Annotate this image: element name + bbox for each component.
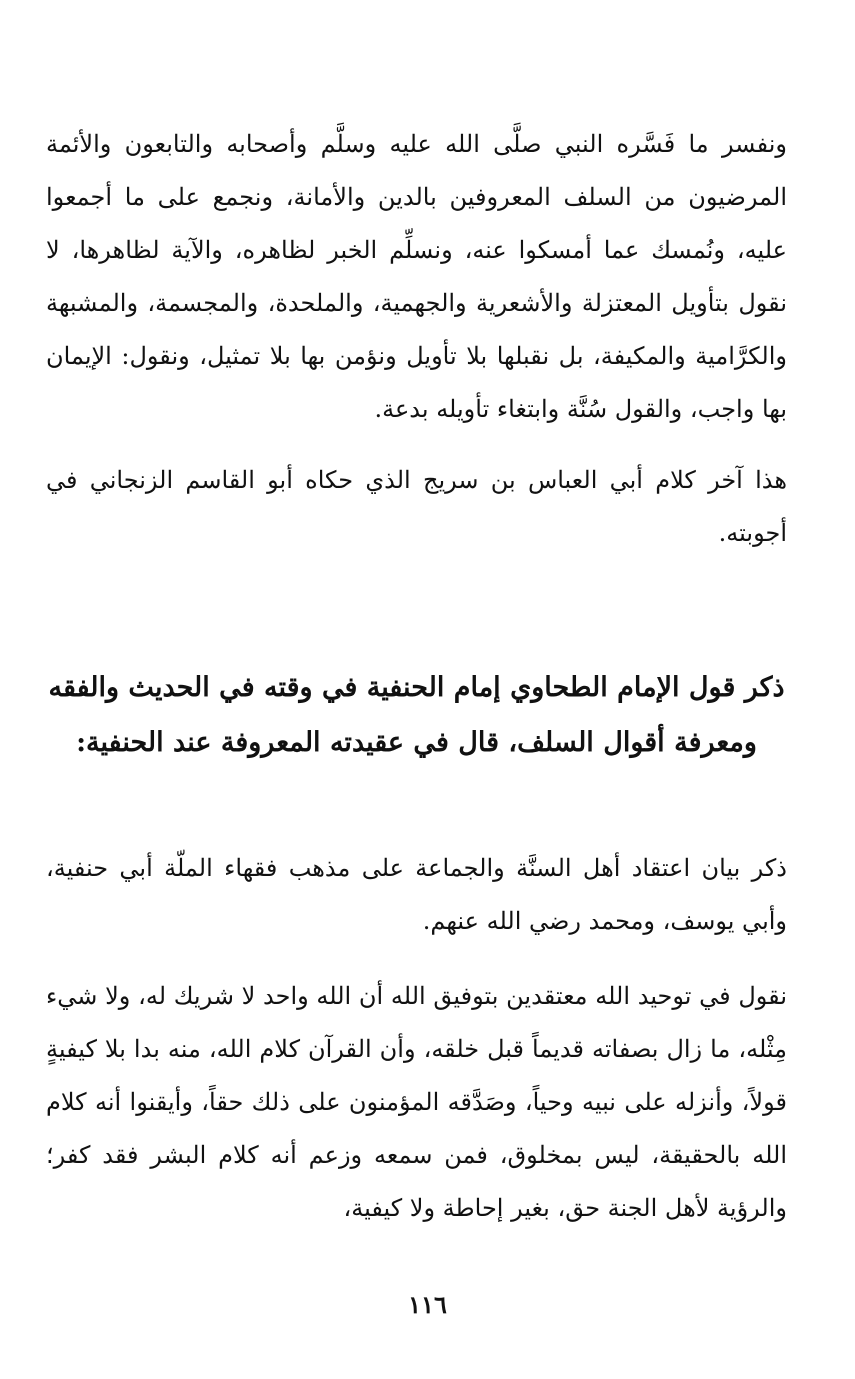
paragraph-1: ونفسر ما فَسَّره النبي صلَّى الله عليه وسلَّم وأصحابه والتابعون والأئمة المرضيون من السلف المعروفين بالدين والأمانة، ونجمع على ما أجمعوا عليه، ونُمسك عما أمسكوا عنه، ونسلِّم الخبر لظاهره، والآية لظاهرها، لا نقول بتأويل المعتزلة والأشعرية والجهمية، والملحدة، والمجسمة، والمشبهة والكرَّامية والمكيفة، بل نقبلها بلا تأويل ونؤمن بها بلا تمثيل، ونقول: الإيمان بها واجب، والقول سُنَّة وابتغاء تأويله بدعة. [46,130,787,423]
top-section [46,118,787,560]
section-heading: ذكر قول الإمام الطحاوي إمام الحنفية في وقته في الحديث والفقه ومعرفة أقوال السلف، قال في عقيدته المعروفة عند الحنفية: [48,672,785,758]
section-body [46,842,787,1235]
page-number: ١١٦ [408,1290,447,1319]
paragraph-4: نقول في توحيد الله معتقدين بتوفيق الله أن الله واحد لا شريك له، ولا شيء مِثْله، ما زال بصفاته قديماً قبل خلقه، وأن القرآن كلام الله، منه بدا بلا كيفيةٍ قولاً، وأنزله على نبيه وحياً، وصَدَّقه المؤمنون على ذلك حقاً، وأيقنوا أنه كلام الله بالحقيقة، ليس بمخلوق، فمن سمعه وزعم أنه كلام البشر فقد كفر؛ والرؤية لأهل الجنة حق، بغير إحاطة ولا كيفية، [46,982,787,1222]
paragraph-2: هذا آخر كلام أبي العباس بن سريج الذي حكاه أبو القاسم الزنجاني في أجوبته. [46,466,787,547]
paragraph-3: ذكر بيان اعتقاد أهل السنَّة والجماعة على مذهب فقهاء الملّة أبي حنفية، وأبي يوسف، ومحمد رضي الله عنهم. [46,854,787,935]
